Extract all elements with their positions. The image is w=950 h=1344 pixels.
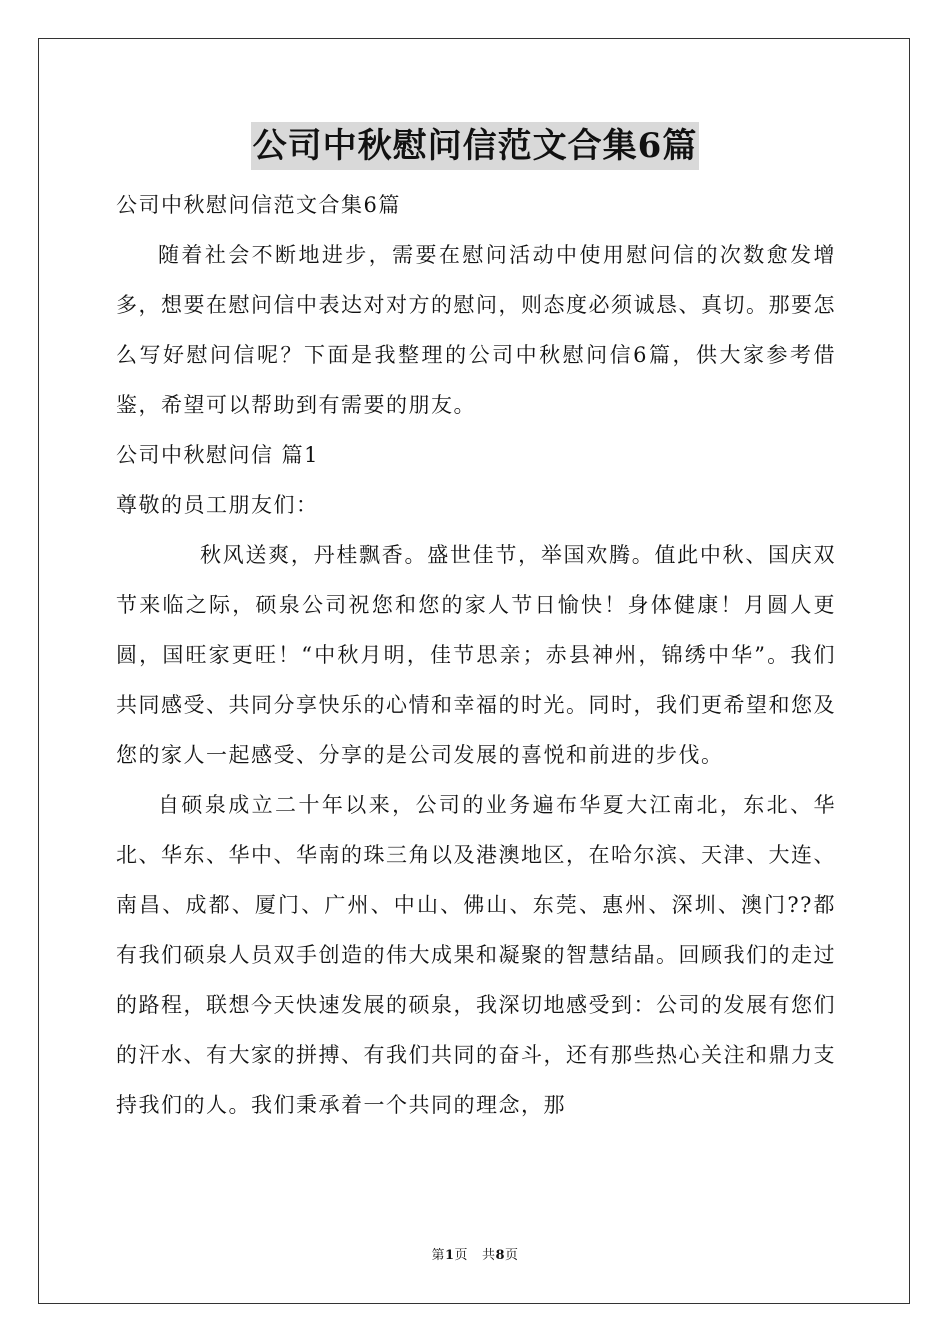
document-body [116,180,836,1130]
page-number-current: 1 [444,1248,455,1263]
total-suffix: 页 [505,1248,519,1263]
document-title: 公司中秋慰问信范文合集6篇 [251,122,700,170]
total-prefix: 共 [481,1248,496,1263]
page-suffix: 页 [454,1248,469,1263]
page-number-total: 8 [495,1248,506,1263]
page-prefix: 第 [431,1248,445,1263]
body-paragraph: 秋风送爽，丹桂飘香。盛世佳节，举国欢腾。值此中秋、国庆双节来临之际，硕泉公司祝您和您的家人节日愉快！身体健康！月圆人更圆，国旺家更旺！“中秋月明，佳节思亲；赤县神州，锦绣中华”。我们共同感受、共同分享快乐的心情和幸福的时光。同时，我们更希望和您及您的家人一起感受、分享的是公司发展的喜悦和前进的步伐。 [116,543,836,767]
letter-salutation: 尊敬的员工朋友们： [116,493,319,517]
section-heading: 公司中秋慰问信 篇1 [116,443,320,467]
page-footer [0,1244,950,1263]
intro-paragraph: 随着社会不断地进步，需要在慰问活动中使用慰问信的次数愈发增多，想要在慰问信中表达对对方的慰问，则态度必须诚恳、真切。那要怎么写好慰问信呢？下面是我整理的公司中秋慰问信6篇，供大家参考借鉴，希望可以帮助到有需要的朋友。 [116,243,836,417]
document-subtitle: 公司中秋慰问信范文合集6篇 [116,193,401,217]
body-paragraph: 自硕泉成立二十年以来，公司的业务遍布华夏大江南北，东北、华北、华东、华中、华南的珠三角以及港澳地区，在哈尔滨、天津、大连、南昌、成都、厦门、广州、中山、佛山、东莞、惠州、深圳、澳门??都有我们硕泉人员双手创造的伟大成果和凝聚的智慧结晶。回顾我们的走过的路程，联想今天快速发展的硕泉，我深切地感受到：公司的发展有您们的汗水、有大家的拼搏、有我们共同的奋斗，还有那些热心关注和鼎力支持我们的人。我们秉承着一个共同的理念，那 [116,793,836,1117]
title-container [0,122,950,170]
